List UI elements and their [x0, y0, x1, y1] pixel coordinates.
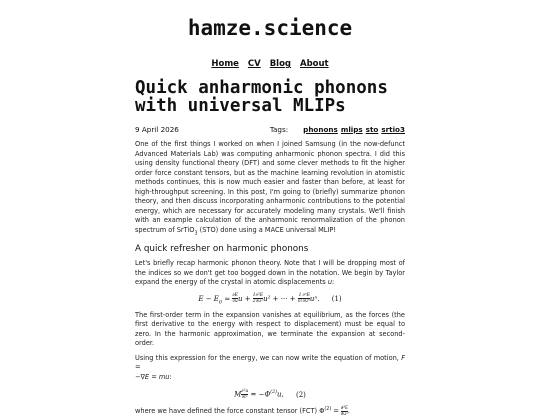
- eq1-plus: +: [244, 294, 251, 303]
- nav-cv-link[interactable]: CV: [247, 59, 261, 69]
- section-heading: A quick refresher on harmonic phonons: [135, 244, 309, 255]
- intro-text: One of the first things I worked on when I joined Samsung (in the now-defunct Advanced Materials Lab) was computing anharmonic phonon spectra. I did this using density functional theory (DFT) and some clever methods to fit the higher order force constant tensors, but as the machine learning revolution in atomistic methods continues, this is now much easier and faster than before, at least for high-throughput screening. In this post, I'm going to (briefly) summarize phonon theory, and then discuss incorporating anharmonic contributions to the potential energy, which are necessary for accurately modeling many crystals. We'll finish with an example calculation of the anharmonic renormalization of the phonon spectrum of SrTiO: [135, 140, 405, 234]
- eq1-frac-1-num: ∂E: [232, 293, 238, 299]
- tag-srtio3-link[interactable]: srtio3: [381, 124, 405, 134]
- eq2-sup: (2): [270, 390, 278, 396]
- main-nav: [0, 59, 540, 69]
- eq1-frac-2b: [256, 293, 263, 304]
- eq1-lhs-sub: 0: [218, 300, 222, 306]
- post-title-line-2: with universal MLIPs: [135, 96, 346, 116]
- paragraph-3-end: :: [169, 372, 172, 381]
- eq1-frac-nb-den: ∂uⁿ: [302, 299, 310, 305]
- paragraph-3: [135, 354, 405, 383]
- paragraph-1-text: Let's briefly recap harmonic phonon theory. Note that I will be dropping most of the indices so we don't get too bogged down in the notation. We begin by Taylor expand the energy of the crystal in atomic displacements: [135, 259, 405, 287]
- paragraph-2: The first-order term in the expansion vanishes at equilibrium, as the forces (the first derivative to the energy with respect to displacement) must be equal to zero. In the harmonic approximation, we terminate the expansion at second-order.: [135, 310, 405, 348]
- eq1-frac-2b-num: ∂²E: [255, 293, 264, 299]
- paragraph-4-frac: [340, 406, 351, 417]
- paragraph-3-math-2: −∇E = mu: [135, 372, 170, 381]
- post-title: [135, 79, 405, 115]
- eq1-frac-2a-den: 2: [252, 299, 256, 305]
- eq2-number: (2): [295, 390, 306, 399]
- eq1-frac-2a-num: 1: [252, 293, 256, 299]
- intro-subscript: 3: [194, 230, 198, 236]
- tag-phonons-link[interactable]: phonons: [303, 124, 338, 134]
- eq1-var-n: uⁿ.: [309, 294, 320, 303]
- eq2-rhs: = −Φ: [250, 390, 271, 399]
- paragraph-4-sup: (2): [324, 407, 332, 413]
- paragraph-4: [135, 405, 405, 417]
- paragraph-4-text: where we have defined the force constant tensor (FCT) Φ: [135, 407, 325, 416]
- nav-home-link[interactable]: Home: [211, 59, 239, 69]
- eq1-frac-1-den: ∂u: [232, 299, 238, 305]
- paragraph-3-text: Using this expression for the energy, we can now write the equation of motion,: [135, 353, 402, 362]
- paragraph-1: [135, 259, 405, 288]
- post-tags: [270, 125, 405, 134]
- nav-about-link[interactable]: About: [300, 59, 329, 69]
- eq1-frac-na-den: n!: [297, 299, 303, 305]
- eq2-lhs: M: [234, 390, 242, 399]
- eq1-frac-nb: [302, 293, 309, 304]
- eq1-frac-2b-den: ∂u²: [255, 299, 263, 305]
- eq1-var-2: u²: [263, 294, 271, 303]
- tags-label: Tags:: [269, 124, 289, 134]
- equation-1: [135, 292, 405, 306]
- blog-post: [135, 79, 405, 417]
- eq2-frac-den: ∂t²: [241, 395, 248, 401]
- eq1-approx: ≈: [224, 294, 231, 303]
- intro-end-text: (STO) done using a MACE universal MLIP!: [197, 225, 337, 234]
- intro-paragraph: [135, 140, 405, 238]
- eq1-number: (1): [331, 294, 342, 303]
- eq1-frac-na-num: 1: [298, 293, 302, 299]
- eq1-lhs: E − E: [198, 294, 219, 303]
- eq2-frac: [241, 389, 248, 400]
- eq1-frac-nb-num: ∂ⁿE: [302, 293, 310, 299]
- paragraph-4-eq: =: [331, 407, 341, 416]
- eq1-var-1: u: [237, 294, 243, 303]
- site-title[interactable]: hamze.science: [187, 16, 353, 40]
- paragraph-1-end: :: [332, 278, 335, 287]
- tag-mlips-link[interactable]: mlips: [340, 124, 363, 134]
- paragraph-4-end: .: [347, 407, 351, 416]
- eq1-dots: + ··· +: [272, 294, 296, 303]
- post-meta: [135, 123, 405, 135]
- tag-sto-link[interactable]: sto: [365, 124, 379, 134]
- paragraph-1-variable: u: [327, 278, 333, 287]
- post-title-line-1: Quick anharmonic phonons: [135, 78, 388, 98]
- paragraph-4-frac-num: ∂²E: [340, 406, 348, 411]
- eq2-var: u,: [277, 390, 284, 399]
- equation-2: [135, 386, 405, 400]
- post-date: 9 April 2026: [135, 124, 179, 134]
- nav-blog-link[interactable]: Blog: [269, 59, 292, 69]
- paragraph-3-math-1: F =: [135, 353, 405, 372]
- paragraph-4-frac-den: ∂u²: [340, 412, 348, 417]
- eq2-frac-num: ∂²u: [241, 389, 249, 395]
